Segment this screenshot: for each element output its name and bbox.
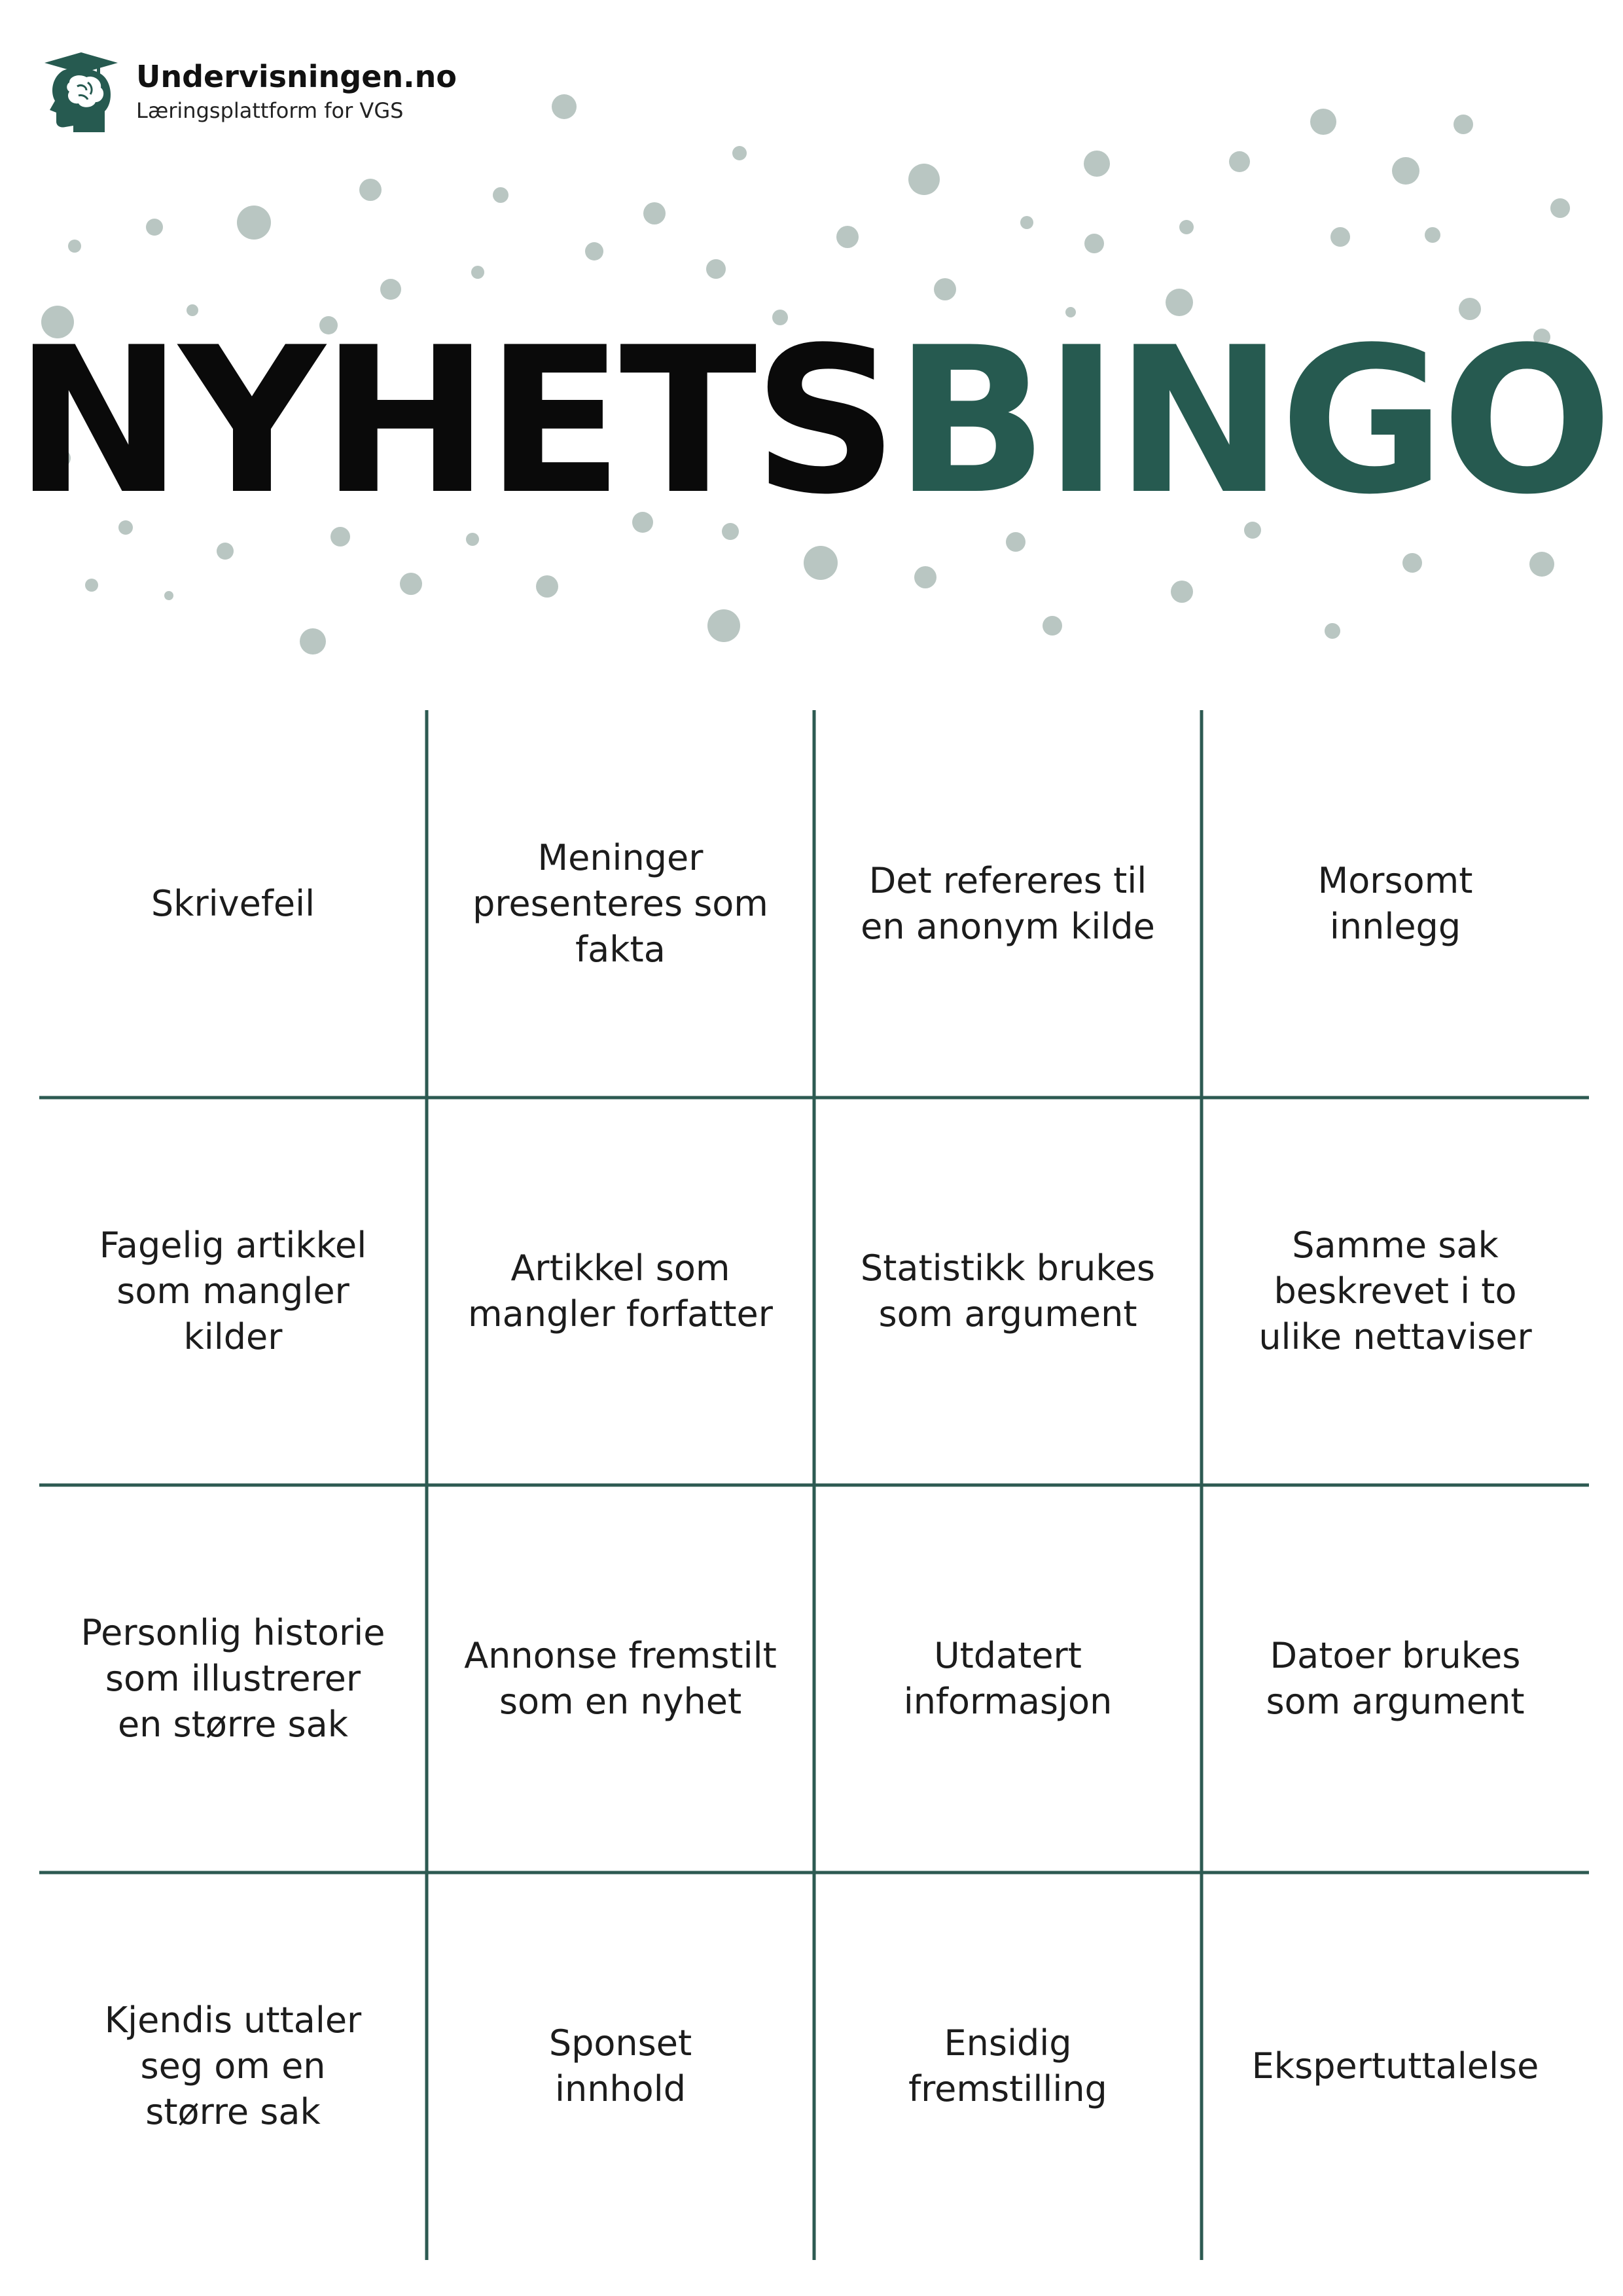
bingo-cell-label: Datoer brukes som argument <box>1266 1635 1525 1722</box>
page-title <box>0 304 1623 539</box>
bingo-cell-label: Kjendis uttaler seg om en større sak <box>104 2000 362 2132</box>
bingo-grid <box>39 710 1589 2260</box>
bingo-cell-r2c2[interactable] <box>427 1098 814 1485</box>
bingo-cell-label: Annonse fremstilt som en nyhet <box>464 1635 777 1722</box>
bingo-cell-label: Skrivefeil <box>151 883 315 924</box>
bingo-cell-r4c4[interactable] <box>1202 1873 1589 2260</box>
bingo-cell-r2c3[interactable] <box>814 1098 1202 1485</box>
bingo-cell-r1c3[interactable] <box>814 710 1202 1098</box>
bingo-cell-r1c1[interactable] <box>39 710 427 1098</box>
bingo-cell-label: Fagelig artikkel som mangler kilder <box>99 1225 367 1357</box>
bingo-cell-r4c1[interactable] <box>39 1873 427 2260</box>
bingo-cell-label: Sponset innhold <box>548 2022 692 2109</box>
title-part-1: NYHETS <box>14 304 895 539</box>
title-area <box>0 85 1623 674</box>
logo-tagline: Læringsplattform for VGS <box>136 98 404 123</box>
bingo-cell-label: Utdatert informasjon <box>903 1635 1113 1722</box>
bingo-cell-r2c4[interactable] <box>1202 1098 1589 1485</box>
bingo-cell-label: Morsomt innlegg <box>1317 860 1473 947</box>
bingo-cell-label: Statistikk brukes som argument <box>860 1247 1156 1335</box>
bingo-cell-label: Personlig historie som illustrerer en større sak <box>80 1612 385 1745</box>
bingo-cell-r4c2[interactable] <box>427 1873 814 2260</box>
bingo-cell-label: Ensidig fremstilling <box>908 2022 1107 2109</box>
bingo-cell-r3c2[interactable] <box>427 1485 814 1873</box>
bingo-cell-r4c3[interactable] <box>814 1873 1202 2260</box>
bingo-cell-label: Det refereres til en anonym kilde <box>861 860 1155 947</box>
bingo-cell-label: Ekspertuttalelse <box>1251 2045 1539 2087</box>
bingo-cell-label: Artikkel som mangler forfatter <box>468 1247 773 1335</box>
bingo-cell-r3c4[interactable] <box>1202 1485 1589 1873</box>
bingo-cell-label: Meninger presenteres som fakta <box>473 837 768 970</box>
bingo-cell-label: Samme sak beskrevet i to ulike nettaviser <box>1258 1225 1532 1357</box>
bingo-cell-r3c3[interactable] <box>814 1485 1202 1873</box>
logo-name: Undervisningen.no <box>136 59 457 94</box>
bingo-cell-r2c1[interactable] <box>39 1098 427 1485</box>
bingo-cell-r1c4[interactable] <box>1202 710 1589 1098</box>
bingo-cell-r1c2[interactable] <box>427 710 814 1098</box>
bingo-cell-r3c1[interactable] <box>39 1485 427 1873</box>
title-part-2: BINGO <box>894 304 1609 539</box>
